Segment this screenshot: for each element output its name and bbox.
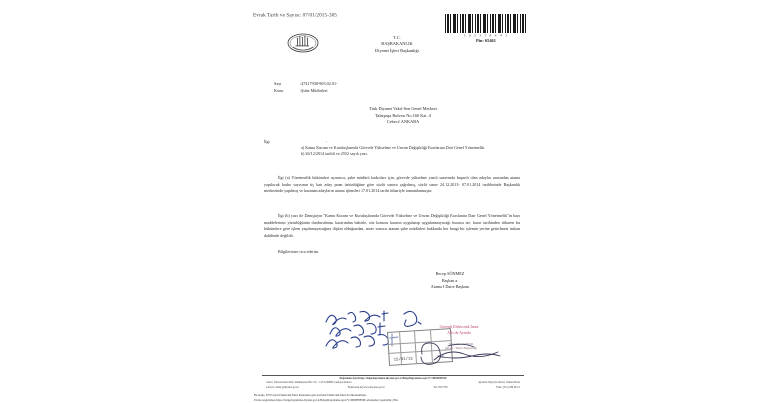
ilgi-label: İlgi — [264, 139, 270, 144]
ilgi-item-b: b) 26/12/2014 tarihli ve 2552 sayılı yazı. — [301, 151, 368, 157]
footer-website: Elektronik Ağ:www.diyanet.gov.tr — [347, 385, 385, 389]
document-meta-block — [274, 80, 337, 94]
barcode-digits: 1 0 5 3 7 9 4 4 3 — [463, 33, 509, 38]
footer-query-note: Evrak sorgulaması https://belgedogrulama.diyanet.gov.tr/BelgeDogrulama.aspx?V=BD8F8PME adresinden yapılabilir. (Pin: — [254, 397, 399, 402]
electronic-signature-notice — [422, 325, 496, 337]
republic-header — [342, 35, 452, 54]
references-block — [264, 139, 522, 157]
signer-name: Recep SÖNMEZ — [435, 271, 465, 276]
wet-signature-scribble — [418, 338, 504, 368]
evrak-reference-line: Evrak Tarih ve Sayısı: 07/01/2015-305 — [253, 12, 338, 18]
footer-address: Adres: Üniversiteler Mah. Dumlupınar Blv. No : 147/A 06800 Çankaya/Ankara — [266, 381, 352, 385]
header-line-diyanet: Diyanet İşleri Başkanlığı — [375, 47, 419, 53]
footer-esignature-law-note: Bu belge, 5070 sayılı Elektronik İmza Kanununa göre Güvenli Elektronik İmza ile imzalanmıştır. — [254, 393, 367, 397]
esig-line-2: Aslı ile Aynıdır — [447, 330, 471, 335]
addressee-city: Cebeci/ ANKARA — [386, 119, 420, 125]
stamp-number-value: 12 — [439, 353, 444, 359]
body-paragraph-1: İlgi (a) Yönetmelik hükümleri uyarınca, şube müdürü kadroları için, görevde yükselme yazılı sınavında başarılı olan adaylar arasından atama yapılacak kadro sayısının üç katı aday puan üstünlüğüne göre sözlü sınava çağrılmış, sözlü sınav 24.12.2013- 07.01.2014 tarihlerinde Başkanlık merkezinde yapılmış ve kazanan adayların atama işlemleri 17.01.2014 tarihi itibariyle tamamlanmıştır. — [264, 175, 520, 194]
signer-title-department: Atama I Daire Başkanı — [430, 284, 470, 289]
esig-line-1: Güvenli Elektronik İmza — [439, 325, 479, 329]
signer-title-on-behalf: Başkan a. — [441, 277, 459, 283]
footer-fax: Faks: (312) 286 96 21 — [496, 385, 520, 389]
ilgi-item-a: a) Kamu Kurum ve Kuruluşlarında Görevde Yükselme ve Unvan Değişikliği Esaslarına Dair Genel Yönetmelik. — [301, 145, 486, 150]
konu-label: Konu — [274, 88, 284, 94]
meta-row-konu — [274, 87, 337, 94]
footer-divider — [262, 375, 524, 376]
footer-phone: Tel: 2957750 — [433, 385, 448, 389]
addressee-block — [328, 106, 478, 126]
ilgi-items — [301, 145, 522, 157]
footer-verification-url: Doğrulama İçin:https://belgedogrulama.diyanet.gov.tr/BelgeDogrulama.aspx?V=BD8F8PME — [339, 377, 447, 380]
barcode-image — [445, 14, 527, 33]
footer-email: e-Posta: adam.@diyanet.gov.tr — [266, 385, 300, 389]
addressee-organization: Türk Diyanet Vakıf-Sen Genel Merkezi — [369, 106, 437, 111]
stamp-date-value: 15/01/15 — [393, 357, 414, 363]
header-line-basbakanlik: BAŞBAKANLIK — [381, 41, 413, 47]
footer-contact-person: Ayrıntılı bilgi için irtibat: Osman Hoda — [478, 381, 520, 385]
diyanet-isleri-baskanligi-emblem — [286, 32, 320, 54]
closing-sentence: Bilgilerinize rica ederim. — [278, 249, 320, 254]
esig-signer-name: Nuri İsmet DİKER — [448, 342, 474, 346]
body-paragraph-2: İlgi (b) yazı ile Danıştayın "Kamu Kurum ve Kuruluşlarında Görevde Yükselme ve Unvan Değişikliği Esaslarına Dair Genel Yönetmelik"in bazı maddelerinin yürürlüğünün durdurulması kararından bahisle, söz konusu kararın uygulanıp uygulanmayacağı hususu ise, karar tarihinden itibaren bu hükümlere göre işlem yapılamayacağına ilişkin olduğundan, sınav sonucu atanan şube müdürleri hakkında her hangi bir işlemin yerine getirilmesi imkan dahilinde değildir. — [264, 213, 520, 238]
signature-block — [395, 271, 505, 291]
barcode-block — [445, 14, 527, 42]
header-line-tc: T.C. — [393, 35, 401, 40]
esig-signer-title: Şube I / Daire Başkanlığı — [444, 346, 478, 351]
barcode-pin-label: Pin: 65461 — [476, 38, 496, 44]
sayi-value: :47417938-903.02.01- — [300, 81, 338, 86]
addressee-street: Talatpaşa Bulvarı No:160 Kat :4 — [375, 112, 431, 118]
footer-block — [256, 377, 530, 390]
footer-legal-note — [254, 393, 532, 403]
meta-row-sayi — [274, 80, 337, 87]
footer-contact-row — [256, 386, 530, 390]
konu-value: :Şube Müdürleri — [300, 88, 328, 94]
document-sheet — [250, 8, 535, 402]
ilgi-colon: : — [326, 139, 328, 144]
sayi-label: Sayı — [274, 81, 282, 86]
